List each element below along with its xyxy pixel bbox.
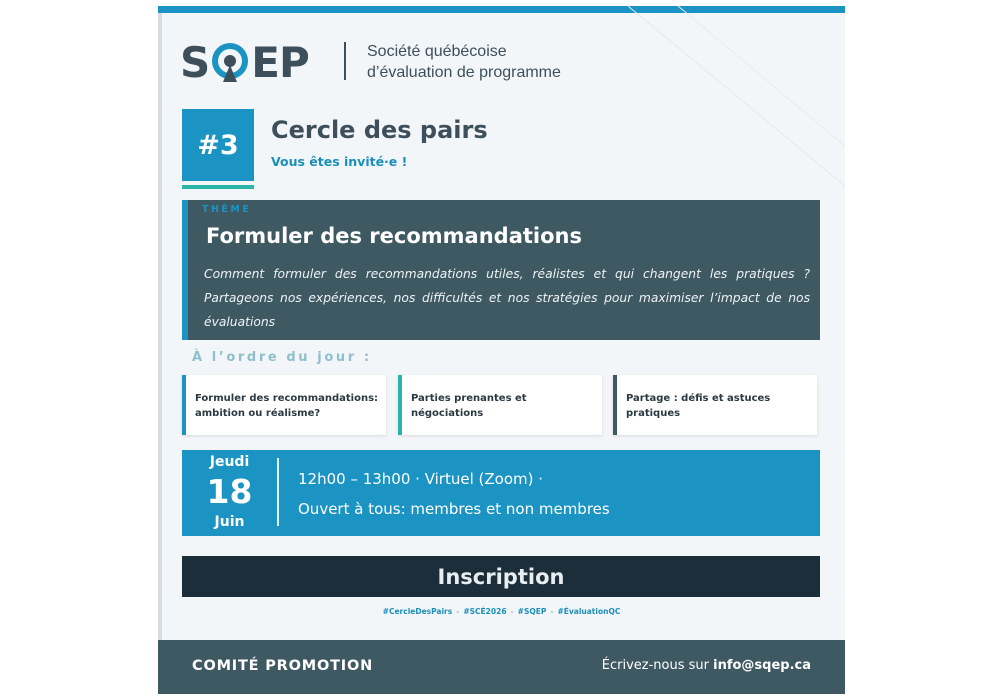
agenda-item-label: Formuler des recommandations: ambition ou réalisme? bbox=[195, 393, 379, 419]
org-line-2: d’évaluation de programme bbox=[367, 64, 561, 81]
badge-underline bbox=[182, 185, 254, 189]
theme-label: THÈME bbox=[202, 204, 252, 215]
agenda-heading: À l’ordre du jour : bbox=[192, 350, 372, 365]
agenda-item bbox=[613, 375, 817, 435]
hashtag: #SQEP bbox=[517, 607, 547, 616]
agenda-item-accent bbox=[182, 375, 186, 435]
separator-dot: - bbox=[510, 607, 514, 616]
event-date bbox=[182, 450, 277, 536]
inscription-button[interactable]: Inscription bbox=[182, 556, 820, 597]
agenda-item-label: Parties prenantes et négociations bbox=[411, 393, 527, 419]
hashtags bbox=[158, 607, 845, 616]
logo-q-mark bbox=[210, 42, 250, 82]
agenda-item-label: Partage : défis et astuces pratiques bbox=[626, 393, 771, 419]
event-divider bbox=[277, 458, 279, 526]
top-accent-bar bbox=[158, 6, 845, 13]
invitation-subtitle: Vous êtes invité·e ! bbox=[271, 154, 408, 169]
event-day-number: 18 bbox=[206, 472, 253, 511]
hashtag: #SCÉ2026 bbox=[463, 607, 507, 616]
agenda-item bbox=[182, 375, 386, 435]
theme-title: Formuler des recommandations bbox=[206, 224, 582, 248]
hashtag: #ÉvaluationQC bbox=[557, 607, 621, 616]
hashtag: #CercleDesPairs bbox=[382, 607, 453, 616]
left-edge-shadow bbox=[158, 13, 162, 641]
separator-dot: - bbox=[550, 607, 554, 616]
theme-accent-bar bbox=[182, 200, 188, 340]
footer-contact bbox=[602, 658, 811, 673]
theme-description: Comment formuler des recommandations utiles, réalistes et qui changent les pratiques ? Partageons nos expériences, nos difficultés et nos stratégies pour maximiser l’impact de nos évaluations bbox=[204, 267, 810, 329]
separator-dot: - bbox=[456, 607, 460, 616]
event-audience: Ouvert à tous: membres et non membres bbox=[298, 500, 610, 518]
footer bbox=[158, 640, 845, 694]
organization-name bbox=[367, 41, 561, 83]
event-month: Juin bbox=[214, 514, 245, 530]
org-line-1: Société québécoise bbox=[367, 43, 507, 60]
event-details bbox=[182, 450, 820, 536]
page-title: Cercle des pairs bbox=[271, 116, 488, 144]
session-number-badge: #3 bbox=[182, 109, 254, 181]
agenda-item-accent bbox=[398, 375, 402, 435]
event-card bbox=[158, 6, 845, 694]
footer-committee: COMITÉ PROMOTION bbox=[192, 658, 374, 674]
agenda-item-accent bbox=[613, 375, 617, 435]
agenda-item bbox=[398, 375, 602, 435]
logo-letters-ep: EP bbox=[251, 37, 309, 87]
logo-divider bbox=[344, 42, 346, 80]
event-weekday: Jeudi bbox=[209, 454, 250, 470]
event-time-location: 12h00 – 13h00 · Virtuel (Zoom) · bbox=[298, 470, 544, 488]
logo-letters-s: S bbox=[180, 37, 210, 87]
sqep-logo bbox=[180, 37, 309, 87]
contact-email-link[interactable]: info@sqep.ca bbox=[713, 658, 811, 673]
theme-panel bbox=[182, 200, 820, 340]
footer-contact-prefix: Écrivez-nous sur bbox=[601, 658, 714, 673]
